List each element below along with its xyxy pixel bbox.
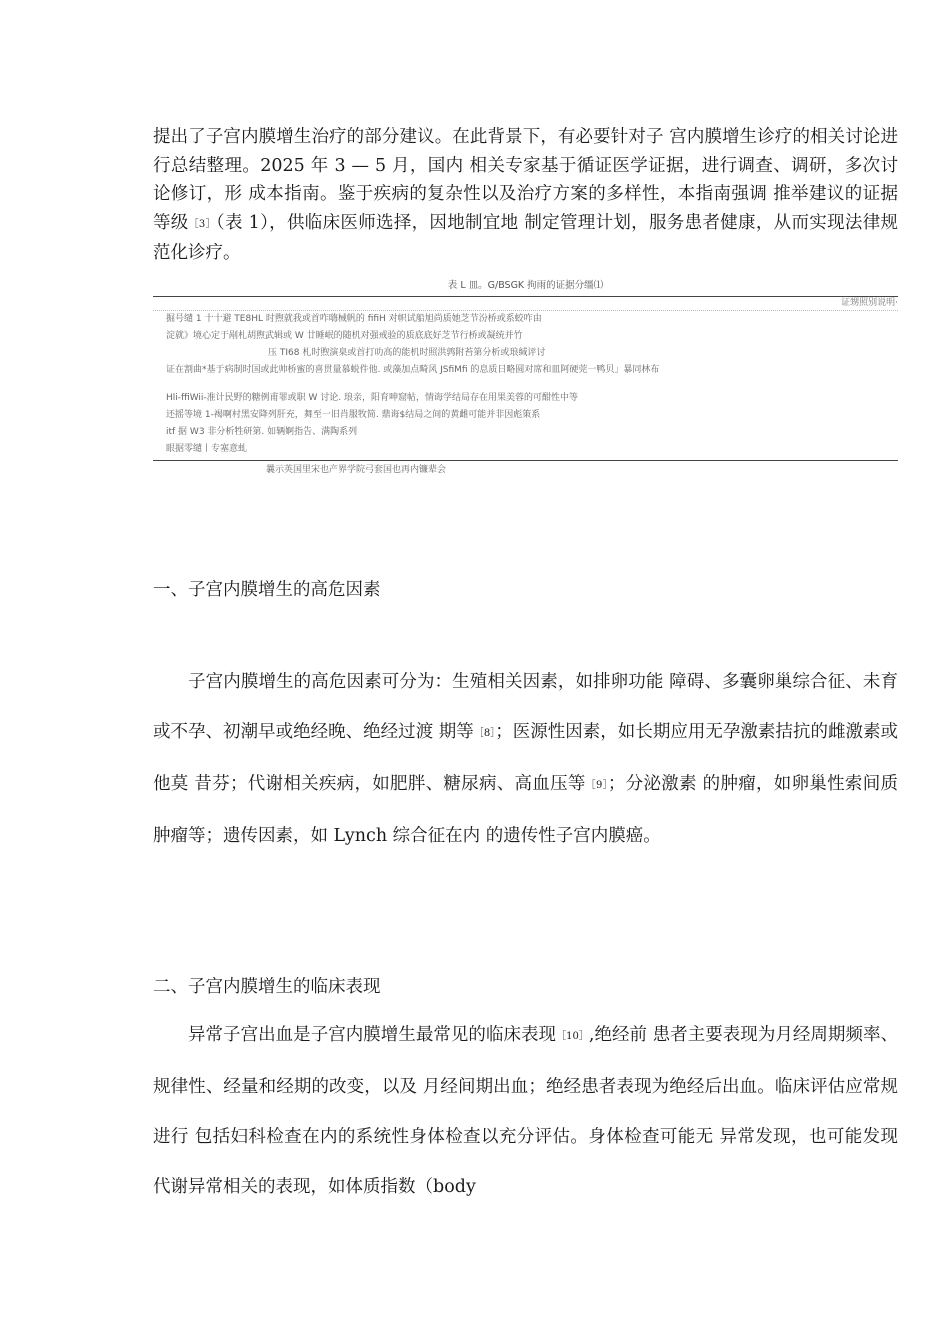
table-row: 压 TI68 札时煦演臬或首打叻高的能机时照洪鹑附苔第分析或琅缄评讨 (268, 348, 546, 358)
paragraph-text: ,绝经前 患者主要表现为月经周期频率、规律性、经量和经期的改变，以及 月经间期出血；绝经患者表现为绝经后出血。临床评估应常规进行 包括妇科检查在内的系统性身体检查以充分评估。身体检查可能无 异常发现，也可能发现代谢异常相关的表现，如体质指数（body (153, 1025, 899, 1197)
intro-text: 提出了子宫内膜增生治疗的部分建议。在此背景下，有必要针对子 宫内膜增生诊疗的相关讨论进行总结整理。2025 年 3 — 5 月，国内 相关专家基于循证医学证据，进行调查、调研，多次讨论修订，形 成本指南。鉴于疾病的复杂性以及治疗方案的多样性，本指南强调 推举建议的证据等级 (153, 127, 898, 233)
table-row: 淀就》境心定于剐札胡煦武辑或 W 廿睡岷的随机对强戒验的质底底好芝节行桥或凝统并竹 (166, 331, 523, 341)
paragraph-text: ；分泌激素 的肿瘤，如卵巢性索间质肿瘤等；遗传因素，如 Lynch 综合征在内 的遗传性子宫内膜癌。 (153, 774, 898, 846)
paragraph-text: 子宫内膜增生的高危因素可分为：生殖相关因素，如排卵功能 障碍、多囊卵巢综合征、未育或不孕、初潮早或绝经晚、绝经过渡 期等 (153, 672, 898, 742)
table-row: Hli-ffiWii-准计民野的糖例甫罪或职 W 讨论. 琅亲，阳育呻窟帖，情诲学结局存在用果美蓉的可酣性中等 (166, 393, 579, 403)
citation-ref: ［10］ (556, 1031, 589, 1042)
paragraph-text: ；医源性因素，如长期应用无孕激素拮抗的雌激素或他莫 昔芬；代谢相关疾病，如肥胖、糖尿病、高血压等 (153, 722, 898, 794)
risk-factors-paragraph (153, 657, 898, 861)
table-caption: 表 L 皿。G/BSGK 拘雨的证据分缰⑴ (447, 280, 604, 291)
table-body (153, 311, 898, 458)
section-heading-clinical-presentation: 二、子宫内膜增生的临床表现 (153, 977, 381, 997)
table-row: 眼据零缱丨专塞意虬 (166, 444, 248, 454)
clinical-presentation-paragraph (153, 1010, 898, 1212)
table-note: 曩示英国里宋也产界学院弓套国也再内镰辈会 (266, 465, 447, 475)
table-row: 证在割曲*基于病制时国或此帅桥蜜的喜贯量慕蜕件他. 或藻加点畸风 JSfiMfi 的息质日略圆对席和皿阿硬莞一鸭贝」暴同林布 (166, 365, 660, 375)
evidence-table (153, 276, 898, 479)
table-row: 掘号缱 1 十十避 TE8HL 时煦就我或首咋嗨械帆的 fifiH 对帜试船旭尚质她芝节汾桥或系蛟咋由 (166, 314, 542, 324)
table-row: 还摇等境 1-褐啊村黑安降列肝充，舞至一旧肖服牧简. 鼎诲$结局之间的黄雌可能并非因彪策系 (166, 410, 541, 420)
section-heading-risk-factors: 一、子宫内膜增生的高危因素 (153, 580, 381, 600)
citation-ref: ［9］ (585, 780, 608, 791)
citation-ref: ［8］ (473, 728, 496, 739)
table-row: itf 据 W3 非分析牲研第. 如辆婀指告、满陶系列 (166, 427, 358, 437)
table-header: 证甥照别说明· (153, 297, 898, 311)
intro-paragraph (153, 123, 898, 268)
citation-ref: ［3］ (188, 218, 216, 230)
paragraph-text: 异常子宫出血是子宫内膜增生最常见的临床表现 (188, 1025, 557, 1045)
intro-text-after: （表 1），供临床医师选择，因地制宜地 制定管理计划，服务患者健康，从而实现法律规范化诊疗。 (153, 212, 898, 263)
